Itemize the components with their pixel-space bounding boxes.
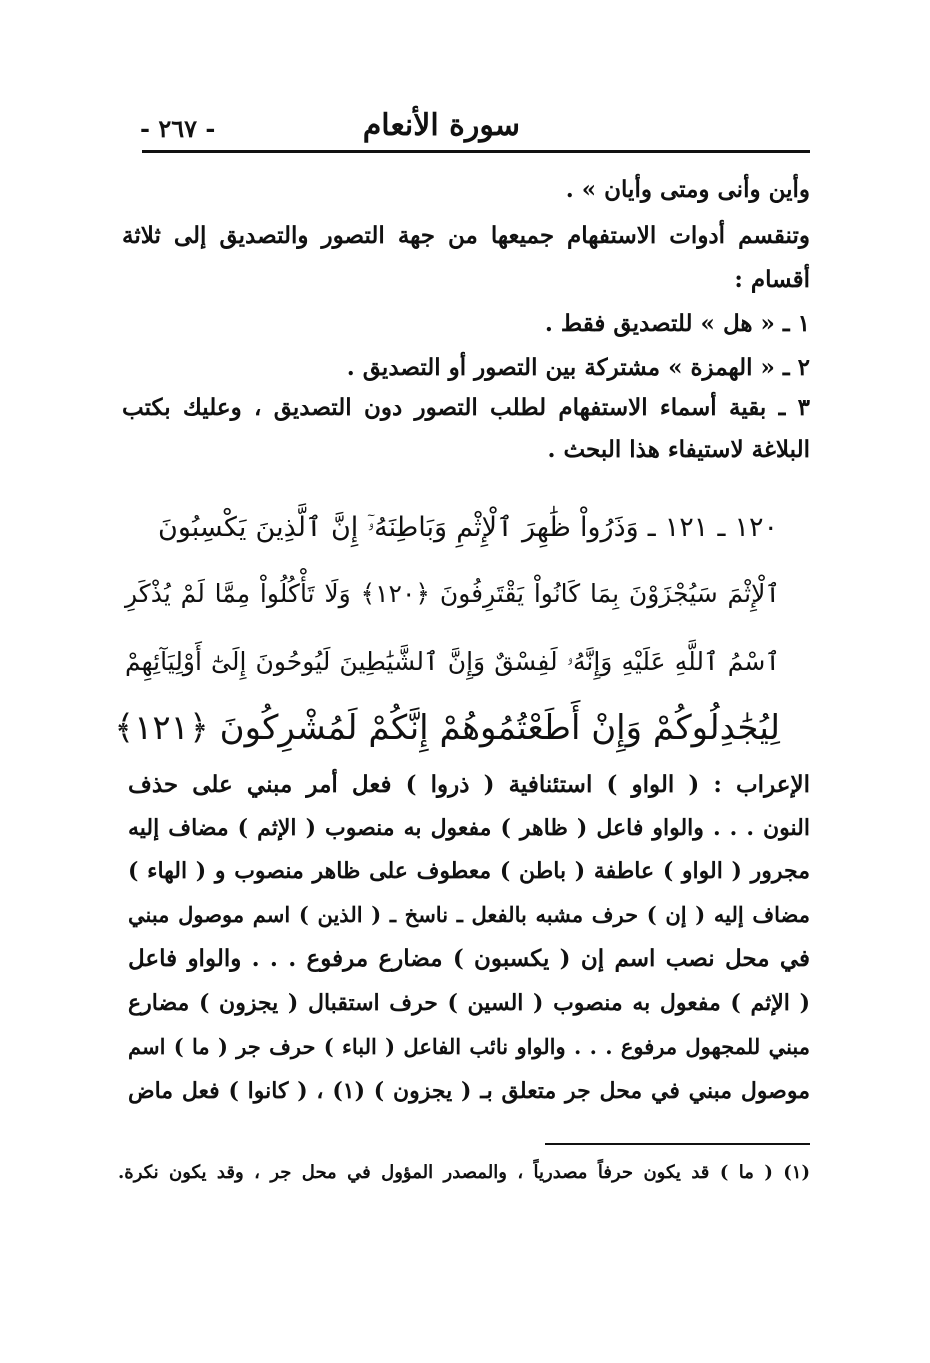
header-rule — [142, 150, 810, 153]
intro-line: ١ ـ « هل » للتصديق فقط . — [544, 310, 810, 337]
irab-line: في محل نصب اسم إن ( يكسبون ) مضارع مرفوع . . . والواو فاعل — [128, 945, 810, 972]
irab-line: مضاف إليه ( إن ) حرف مشبه بالفعل ـ ناسخ ـ ( الذين ) اسم موصول مبني — [128, 902, 810, 927]
page-header — [130, 100, 810, 150]
footnote: (١) ( ما ) قد يكون حرفاً مصدرياً ، والمصدر المؤول في محل جر ، وقد يكون نكرة. — [118, 1162, 810, 1183]
irab-line: الإعراب : ( الواو ) استئنافية ( ذروا ) فعل أمر مبني على حذف — [128, 771, 810, 798]
irab-line: مجرور ( الواو ) عاطفة ( باطن ) معطوف على ظاهر منصوب و ( الهاء ) — [128, 858, 810, 884]
verse-line: ٱلْإِثْمَ سَيُجْزَوْنَ بِمَا كَانُواْ يَقْتَرِفُونَ ﴿١٢٠﴾ وَلَا تَأْكُلُواْ مِمَّا لَمْ يُذْكَرِ — [125, 579, 780, 608]
intro-line: وأين وأنى ومتى وأيان » . — [565, 176, 810, 203]
intro-line: أقسام : — [734, 266, 810, 293]
surah-title: سورة الأنعام — [362, 108, 520, 143]
verse-line: ١٢٠ ـ ١٢١ ـ وَذَرُواْ ظَٰهِرَ ٱلْإِثْمِ وَبَاطِنَهُۥٓ إِنَّ ٱلَّذِينَ يَكْسِبُونَ — [158, 512, 778, 543]
irab-line: موصول مبني في محل جر متعلق بـ ( يجزون ) (١) ، ( كانوا ) فعل ماض — [128, 1078, 810, 1104]
intro-line: البلاغة لاستيفاء هذا البحث . — [547, 436, 810, 463]
intro-line: وتنقسم أدوات الاستفهام جميعها من جهة التصور والتصديق إلى ثلاثة — [122, 222, 810, 249]
footnote-rule — [545, 1143, 810, 1145]
irab-line: ( الإثم ) مفعول به منصوب ( السين ) حرف استقبال ( يجزون ) مضارع — [128, 990, 810, 1016]
irab-line: النون . . . والواو فاعل ( ظاهر ) مفعول به منصوب ( الإثم ) مضاف إليه — [128, 815, 810, 841]
verse-line: ٱسْمُ ٱللَّهِ عَلَيْهِ وَإِنَّهُۥ لَفِسْقٌ وَإِنَّ ٱلشَّيَٰطِينَ لَيُوحُونَ إِلَىٰٓ أَوْلِيَآئِهِمْ — [125, 647, 780, 676]
irab-line: مبني للمجهول مرفوع . . . والواو نائب الفاعل ( الباء ) حرف جر ( ما ) اسم — [128, 1034, 810, 1059]
intro-line: ٣ ـ بقية أسماء الاستفهام لطلب التصور دون التصديق ، وعليك بكتب — [122, 394, 810, 421]
page-number: - ٢٦٧ - — [140, 114, 216, 143]
intro-line: ٢ ـ « الهمزة » مشتركة بين التصور أو التصديق . — [346, 354, 810, 381]
verse-line: لِيُجَٰدِلُوكُمْ وَإِنْ أَطَعْتُمُوهُمْ إِنَّكُمْ لَمُشْرِكُونَ ﴿١٢١﴾ — [114, 708, 780, 748]
